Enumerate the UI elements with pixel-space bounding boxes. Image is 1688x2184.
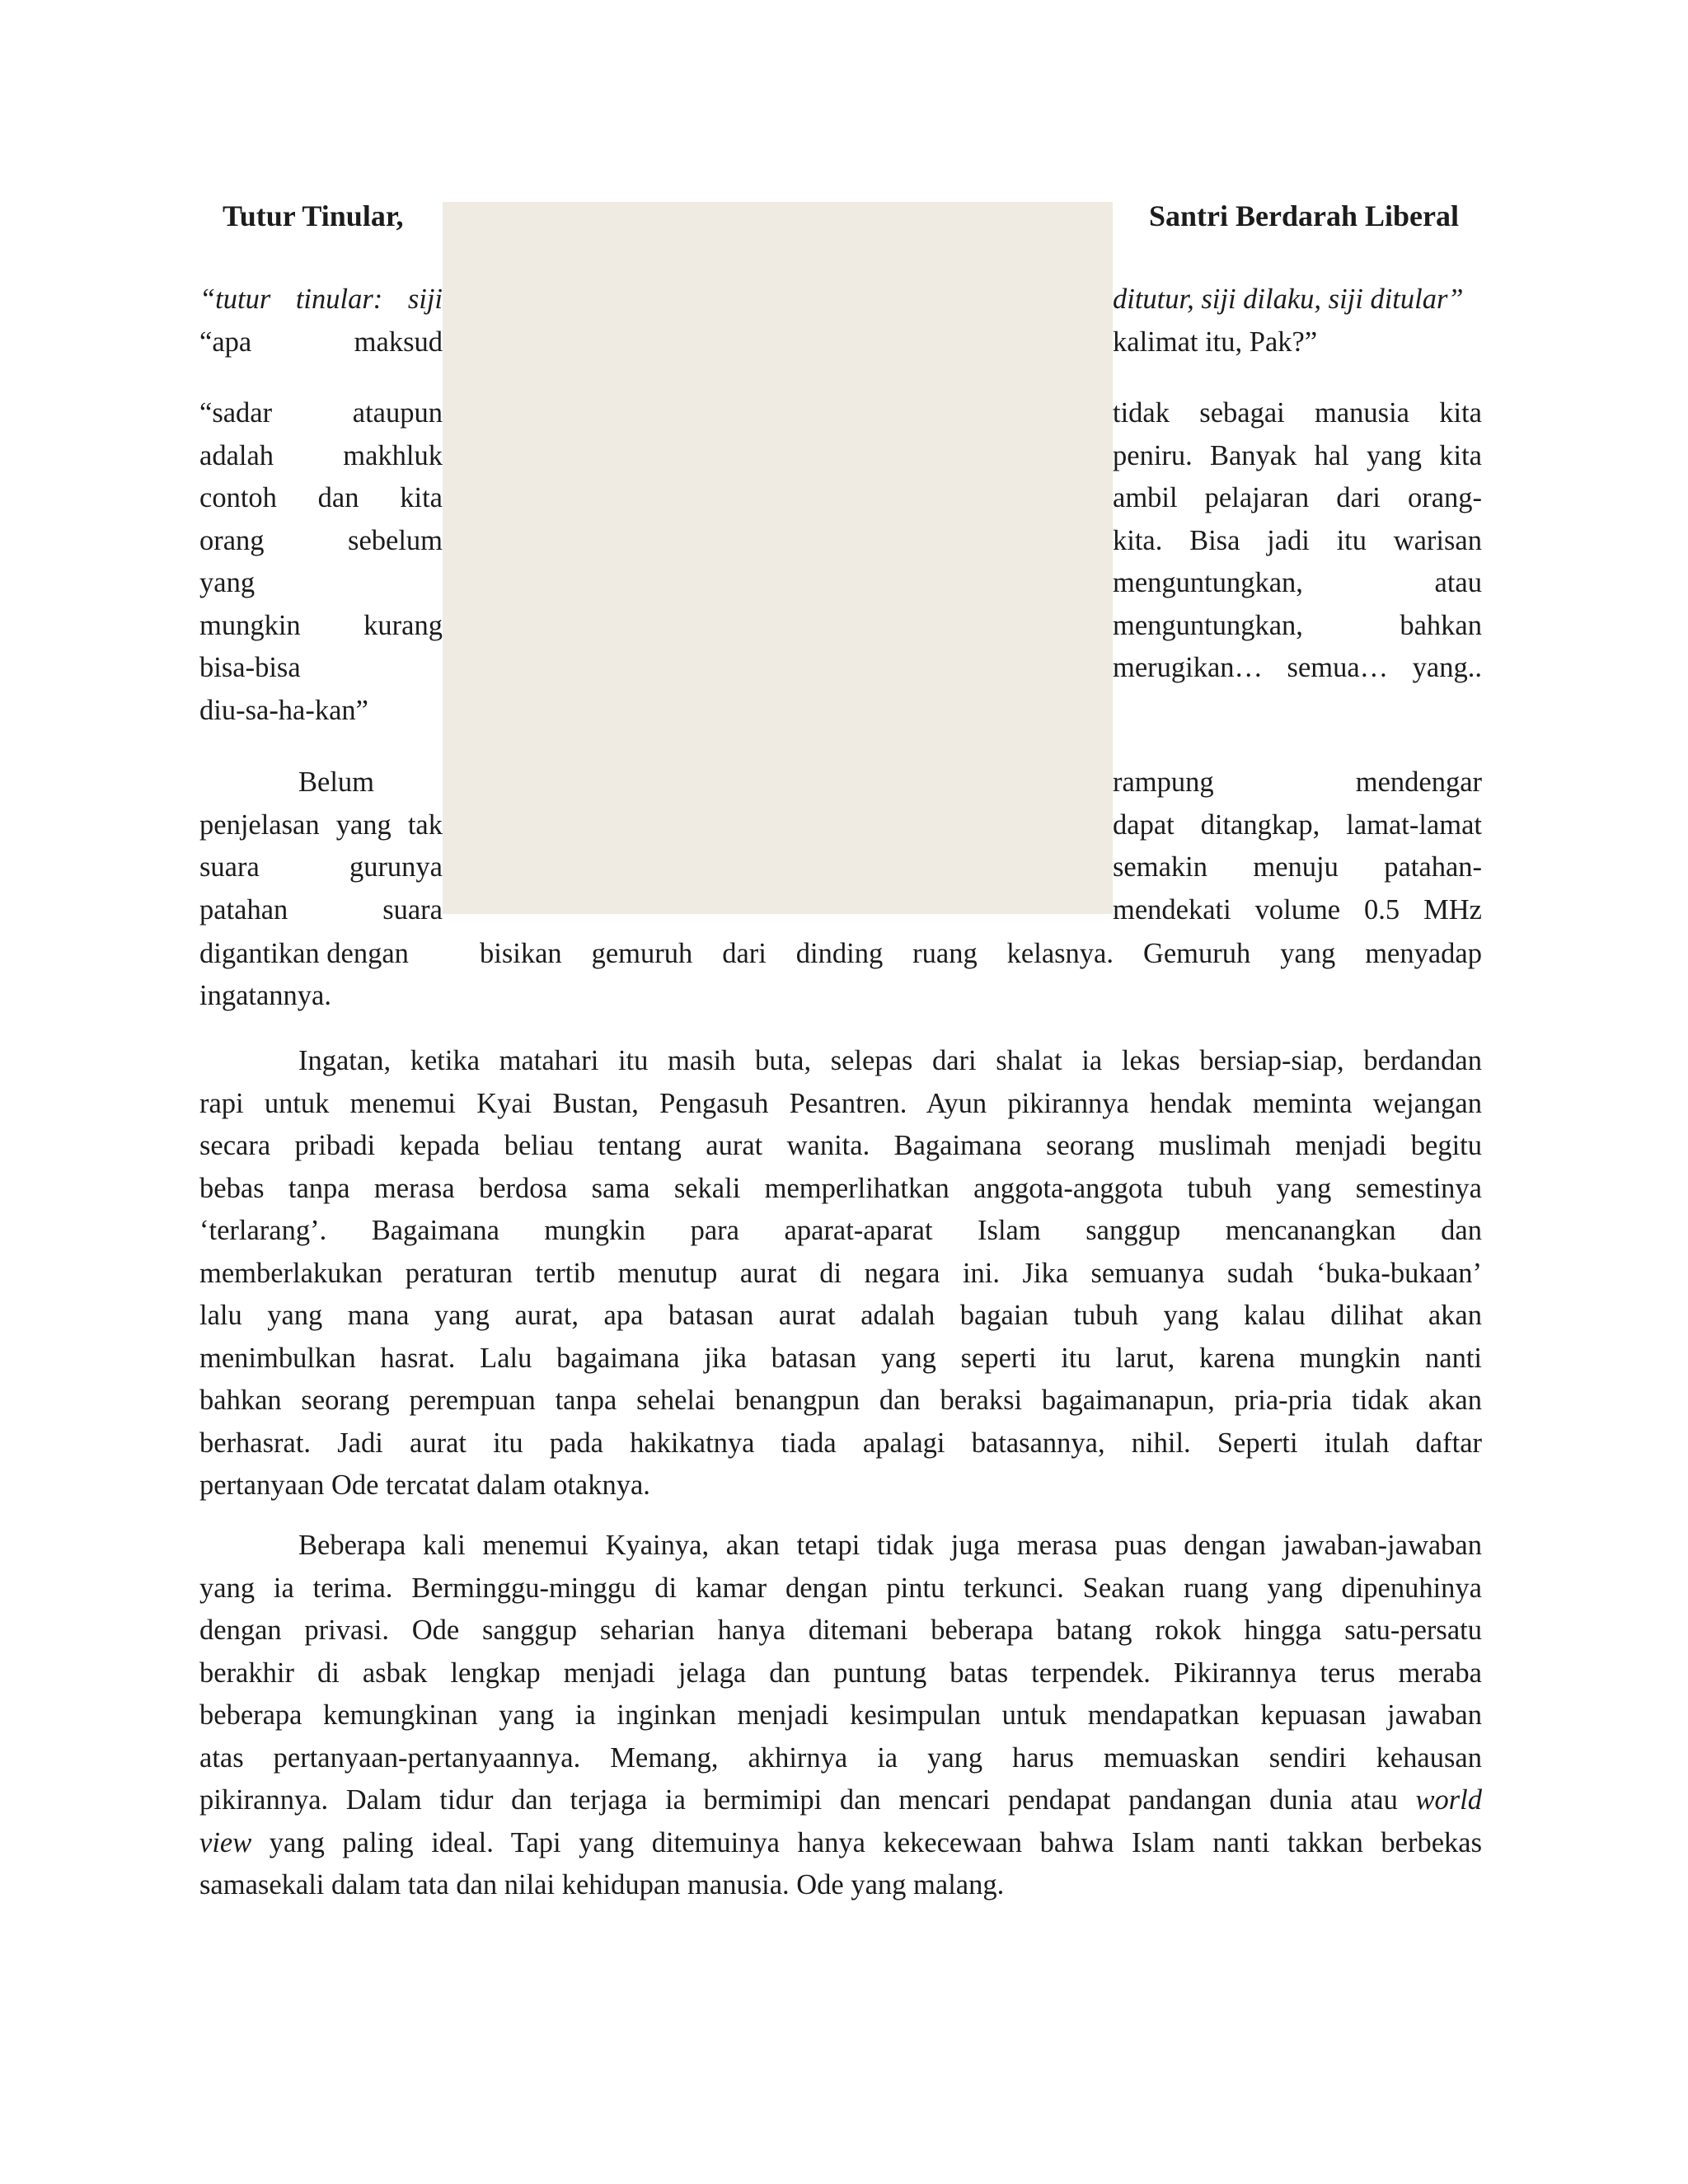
para1-left-line: mungkin kurang — [199, 609, 443, 641]
para1-left-line: contoh dan kita — [199, 482, 443, 513]
para3-line: ‘terlarang’. Bagaimana mungkin para aparat-aparat Islam sanggup mencanangkan dan — [199, 1215, 1482, 1246]
para3-line: secara pribadi kepada beliau tentang aurat wanita. Bagaimana seorang muslimah menjadi begitu — [199, 1130, 1482, 1161]
para4-line: beberapa kemungkinan yang ia inginkan menjadi kesimpulan untuk mendapatkan kepuasan jawaban — [199, 1699, 1482, 1731]
para2-last-line-block — [199, 975, 1482, 1018]
para1-right-line: merugikan… semua… yang.. — [1113, 652, 1482, 683]
para4-line: Beberapa kali menemui Kyainya, akan tetapi tidak juga merasa puas dengan jawaban-jawaban — [298, 1530, 1482, 1561]
para2-left-line: Belum — [298, 766, 374, 798]
para1-left-column — [199, 392, 443, 732]
para2-right-column — [1113, 762, 1482, 931]
para2-last-line: ingatannya. — [199, 980, 331, 1011]
question-right: kalimat itu, Pak?” — [1113, 326, 1318, 358]
para3-line: memberlakukan peraturan tertib menutup aurat di negara ini. Jika semuanya sudah ‘buka-bukaan’ — [199, 1257, 1482, 1289]
quote-left-column — [199, 279, 443, 363]
para4-line-7-text: pikirannya. Dalam tidur dan terjaga ia bermimipi dan mencari pendapat pandangan dunia atau — [199, 1784, 1398, 1816]
para1-left-line: bisa-bisa — [199, 652, 301, 683]
title-left: Tutur Tinular, — [223, 199, 404, 232]
image-placeholder — [443, 202, 1113, 914]
para3 — [199, 1040, 1482, 1507]
para4-line: berakhir di asbak lengkap menjadi jelaga dan puntung batas terpendek. Pikirannya terus meraba — [199, 1657, 1482, 1689]
para2-wide-right: bisikan gemuruh dari dinding ruang kelasnya. Gemuruh yang menyadap — [480, 938, 1482, 969]
para1-right-line: kita. Bisa jadi itu warisan — [1113, 524, 1482, 556]
para3-line: pertanyaan Ode tercatat dalam otaknya. — [199, 1469, 650, 1501]
para4-line-7 — [199, 1779, 1482, 1822]
title-right: Santri Berdarah Liberal — [1149, 199, 1459, 232]
para1-right-line: menguntungkan, bahkan — [1113, 609, 1482, 641]
para2-right-line: dapat ditangkap, lamat-lamat — [1113, 808, 1482, 841]
para2-left-line: penjelasan yang tak — [199, 808, 443, 841]
para4-last-line: samasekali dalam tata dan nilai kehidupan manusia. Ode yang malang. — [199, 1869, 1005, 1900]
para1-right-line: menguntungkan, atau — [1113, 567, 1482, 598]
para1-right-line: tidak sebagai manusia kita — [1113, 397, 1482, 429]
para3-line: bahkan seorang perempuan tanpa sehelai benangpun dan beraksi bagaimanapun, pria-pria tidak akan — [199, 1385, 1482, 1416]
para4-line-7-italic: world — [1415, 1784, 1482, 1816]
para1-left-line: “sadar ataupun — [199, 397, 443, 429]
para4-line: atas pertanyaan-pertanyaannya. Memang, akhirnya ia yang harus memuaskan sendiri kehausan — [199, 1741, 1482, 1774]
para3-line: berhasrat. Jadi aurat itu pada hakikatnya tiada apalagi batasannya, nihil. Seperti itulah daftar — [199, 1427, 1482, 1459]
para1-right-line: ambil pelajaran dari orang- — [1113, 482, 1482, 513]
para4-line-8 — [199, 1822, 1482, 1865]
para3-line: Ingatan, ketika matahari itu masih buta, selepas dari shalat ia lekas bersiap-siap, berdandan — [298, 1045, 1482, 1076]
para1-left-line: adalah makhluk — [199, 439, 443, 471]
para1-left-line: diu-sa-ha-kan” — [199, 694, 368, 726]
quote-right: ditutur, siji dilaku, siji ditular” — [1113, 284, 1464, 315]
para1-left-line: yang — [199, 567, 256, 598]
para4-line: dengan privasi. Ode sanggup seharian hanya ditemani beberapa batang rokok hingga satu-persatu — [199, 1615, 1482, 1646]
para2-right-line: mendekati volume 0.5 MHz — [1113, 893, 1482, 926]
para4 — [199, 1525, 1482, 1907]
para2-left-line: suara gurunya — [199, 851, 443, 883]
para2-left-line: patahan suara — [199, 893, 443, 926]
para4-line: yang ia terima. Berminggu-minggu di kamar dengan pintu terkunci. Seakan ruang yang dipenuhinya — [199, 1572, 1482, 1604]
quote-right-column — [1113, 279, 1482, 363]
para1-right-column — [1113, 392, 1482, 690]
para2-wide-left: digantikan dengan — [199, 938, 409, 969]
quote-left: “tutur tinular: siji — [199, 284, 443, 315]
para3-line: bebas tanpa merasa berdosa sama sekali memperlihatkan anggota-anggota tubuh yang semestinya — [199, 1172, 1482, 1204]
para1-right-line: peniru. Banyak hal yang kita — [1113, 439, 1482, 471]
para3-line: rapi untuk menemui Kyai Bustan, Pengasuh Pesantren. Ayun pikirannya hendak meminta wejangan — [199, 1087, 1482, 1119]
para4-line-8-italic: view — [199, 1826, 252, 1858]
para4-line-8-text: yang paling ideal. Tapi yang ditemuinya hanya kekecewaan bahwa Islam nanti takkan berbekas — [269, 1826, 1483, 1858]
question-left: “apa maksud — [199, 326, 443, 358]
para3-line: lalu yang mana yang aurat, apa batasan aurat adalah bagaian tubuh yang kalau dilihat akan — [199, 1300, 1482, 1331]
para2-left-column — [199, 762, 443, 931]
para1-left-line: orang sebelum — [199, 524, 443, 556]
para2-right-line: rampung mendengar — [1113, 766, 1482, 798]
para2-right-line: semakin menuju patahan- — [1113, 851, 1482, 883]
para3-line: menimbulkan hasrat. Lalu bagaimana jika batasan yang seperti itu larut, karena mungkin nanti — [199, 1342, 1482, 1374]
